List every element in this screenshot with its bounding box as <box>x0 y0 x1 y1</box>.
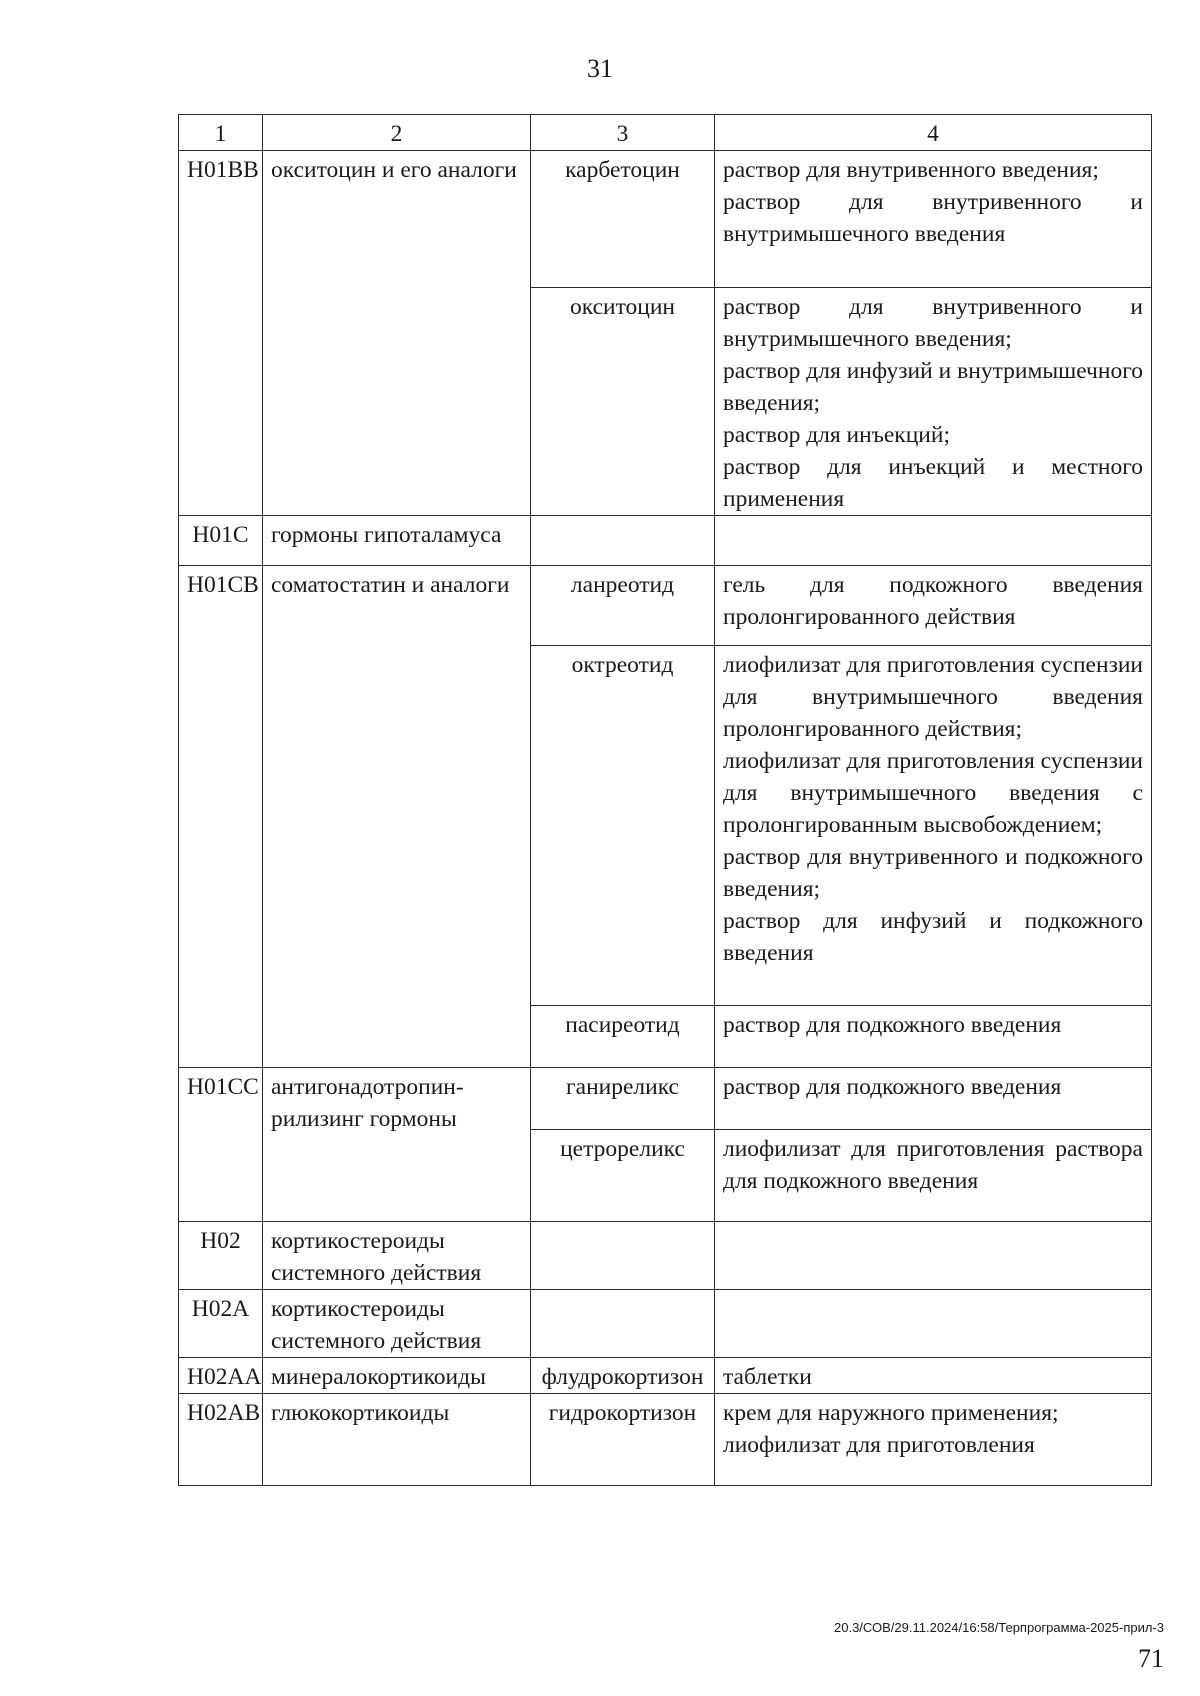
drug-name: пасиреотид <box>531 1006 715 1068</box>
table-row <box>179 1068 1152 1130</box>
drug-name: октреотид <box>531 646 715 1006</box>
drug-group: антигонадотропин-рилизинг гормоны <box>263 1068 531 1222</box>
table-row <box>179 1394 1152 1486</box>
dosage-forms <box>715 1068 1152 1130</box>
dosage-form: раствор для инъекций; <box>723 422 950 448</box>
table-row <box>179 151 1152 288</box>
page-number-bottom: 71 <box>1138 1644 1164 1673</box>
dosage-form: таблетки <box>723 1364 812 1390</box>
dosage-forms <box>715 516 1152 566</box>
drug-name <box>531 516 715 566</box>
table-header-row <box>179 115 1152 151</box>
drug-name: цетрореликс <box>531 1130 715 1222</box>
dosage-form: раствор для внутривенного введения; <box>723 157 1099 183</box>
dosage-form: лиофилизат для приготовления раствора для подкожного введения <box>723 1136 1143 1194</box>
drug-name <box>531 1222 715 1290</box>
dosage-form: раствор для внутривенного и внутримышечного введения <box>723 189 1143 247</box>
drug-group: окситоцин и его аналоги <box>263 151 531 516</box>
dosage-forms <box>715 566 1152 646</box>
table-row <box>179 1358 1152 1394</box>
header-cell: 1 <box>179 115 263 151</box>
drug-name: ганиреликс <box>531 1068 715 1130</box>
dosage-forms <box>715 1006 1152 1068</box>
atc-code: H01BB <box>179 151 263 516</box>
atc-code: H01CB <box>179 566 263 1068</box>
dosage-form: раствор для внутривенного и подкожного введения; <box>723 844 1143 902</box>
dosage-form: раствор для инфузий и подкожного введения <box>723 908 1143 966</box>
dosage-form: крем для наружного применения; <box>723 1400 1059 1426</box>
drug-name: ланреотид <box>531 566 715 646</box>
dosage-form: раствор для подкожного введения <box>723 1012 1062 1038</box>
table-row <box>179 1222 1152 1290</box>
drug-table <box>178 114 1152 1486</box>
atc-code: H02AA <box>179 1358 263 1394</box>
dosage-forms <box>715 1290 1152 1358</box>
dosage-form: лиофилизат для приготовления суспензии для внутримышечного введения пролонгированного действия; <box>723 652 1143 742</box>
drug-group: минералокортикоиды <box>263 1358 531 1394</box>
dosage-forms <box>715 1130 1152 1222</box>
drug-group: соматостатин и аналоги <box>263 566 531 1068</box>
dosage-form: раствор для инфузий и внутримышечного введения; <box>723 358 1143 416</box>
header-cell: 4 <box>715 115 1152 151</box>
drug-name: гидрокортизон <box>531 1394 715 1486</box>
atc-code: H02 <box>179 1222 263 1290</box>
atc-code: H02A <box>179 1290 263 1358</box>
header-cell: 3 <box>531 115 715 151</box>
atc-code: H01C <box>179 516 263 566</box>
atc-code: H02AB <box>179 1394 263 1486</box>
dosage-form: гель для подкожного введения пролонгированного действия <box>723 572 1143 630</box>
drug-name: окситоцин <box>531 288 715 516</box>
drug-group: глюкокортикоиды <box>263 1394 531 1486</box>
table-row <box>179 1290 1152 1358</box>
drug-group: кортикостероиды системного действия <box>263 1222 531 1290</box>
drug-name: флудрокортизон <box>531 1358 715 1394</box>
dosage-forms <box>715 151 1152 288</box>
dosage-forms <box>715 288 1152 516</box>
dosage-forms <box>715 1358 1152 1394</box>
drug-group: гормоны гипоталамуса <box>263 516 531 566</box>
atc-code: H01CC <box>179 1068 263 1222</box>
dosage-forms <box>715 1394 1152 1486</box>
dosage-form: раствор для подкожного введения <box>723 1074 1062 1100</box>
table-row <box>179 566 1152 646</box>
drug-name <box>531 1290 715 1358</box>
dosage-form: лиофилизат для приготовления суспензии для внутримышечного введения с пролонгированным высвобождением; <box>723 748 1143 838</box>
header-cell: 2 <box>263 115 531 151</box>
drug-name: карбетоцин <box>531 151 715 288</box>
dosage-forms <box>715 1222 1152 1290</box>
document-footer-code: 20.3/СОВ/29.11.2024/16:58/Терпрограмма-2025-прил-3 <box>834 1620 1164 1635</box>
page-number-top: 31 <box>587 54 613 83</box>
dosage-form: лиофилизат для приготовления <box>723 1432 1035 1458</box>
drug-group: кортикостероиды системного действия <box>263 1290 531 1358</box>
table-row <box>179 516 1152 566</box>
dosage-form: раствор для инъекций и местного применения <box>723 454 1143 512</box>
dosage-form: раствор для внутривенного и внутримышечного введения; <box>723 294 1143 352</box>
dosage-forms <box>715 646 1152 1006</box>
